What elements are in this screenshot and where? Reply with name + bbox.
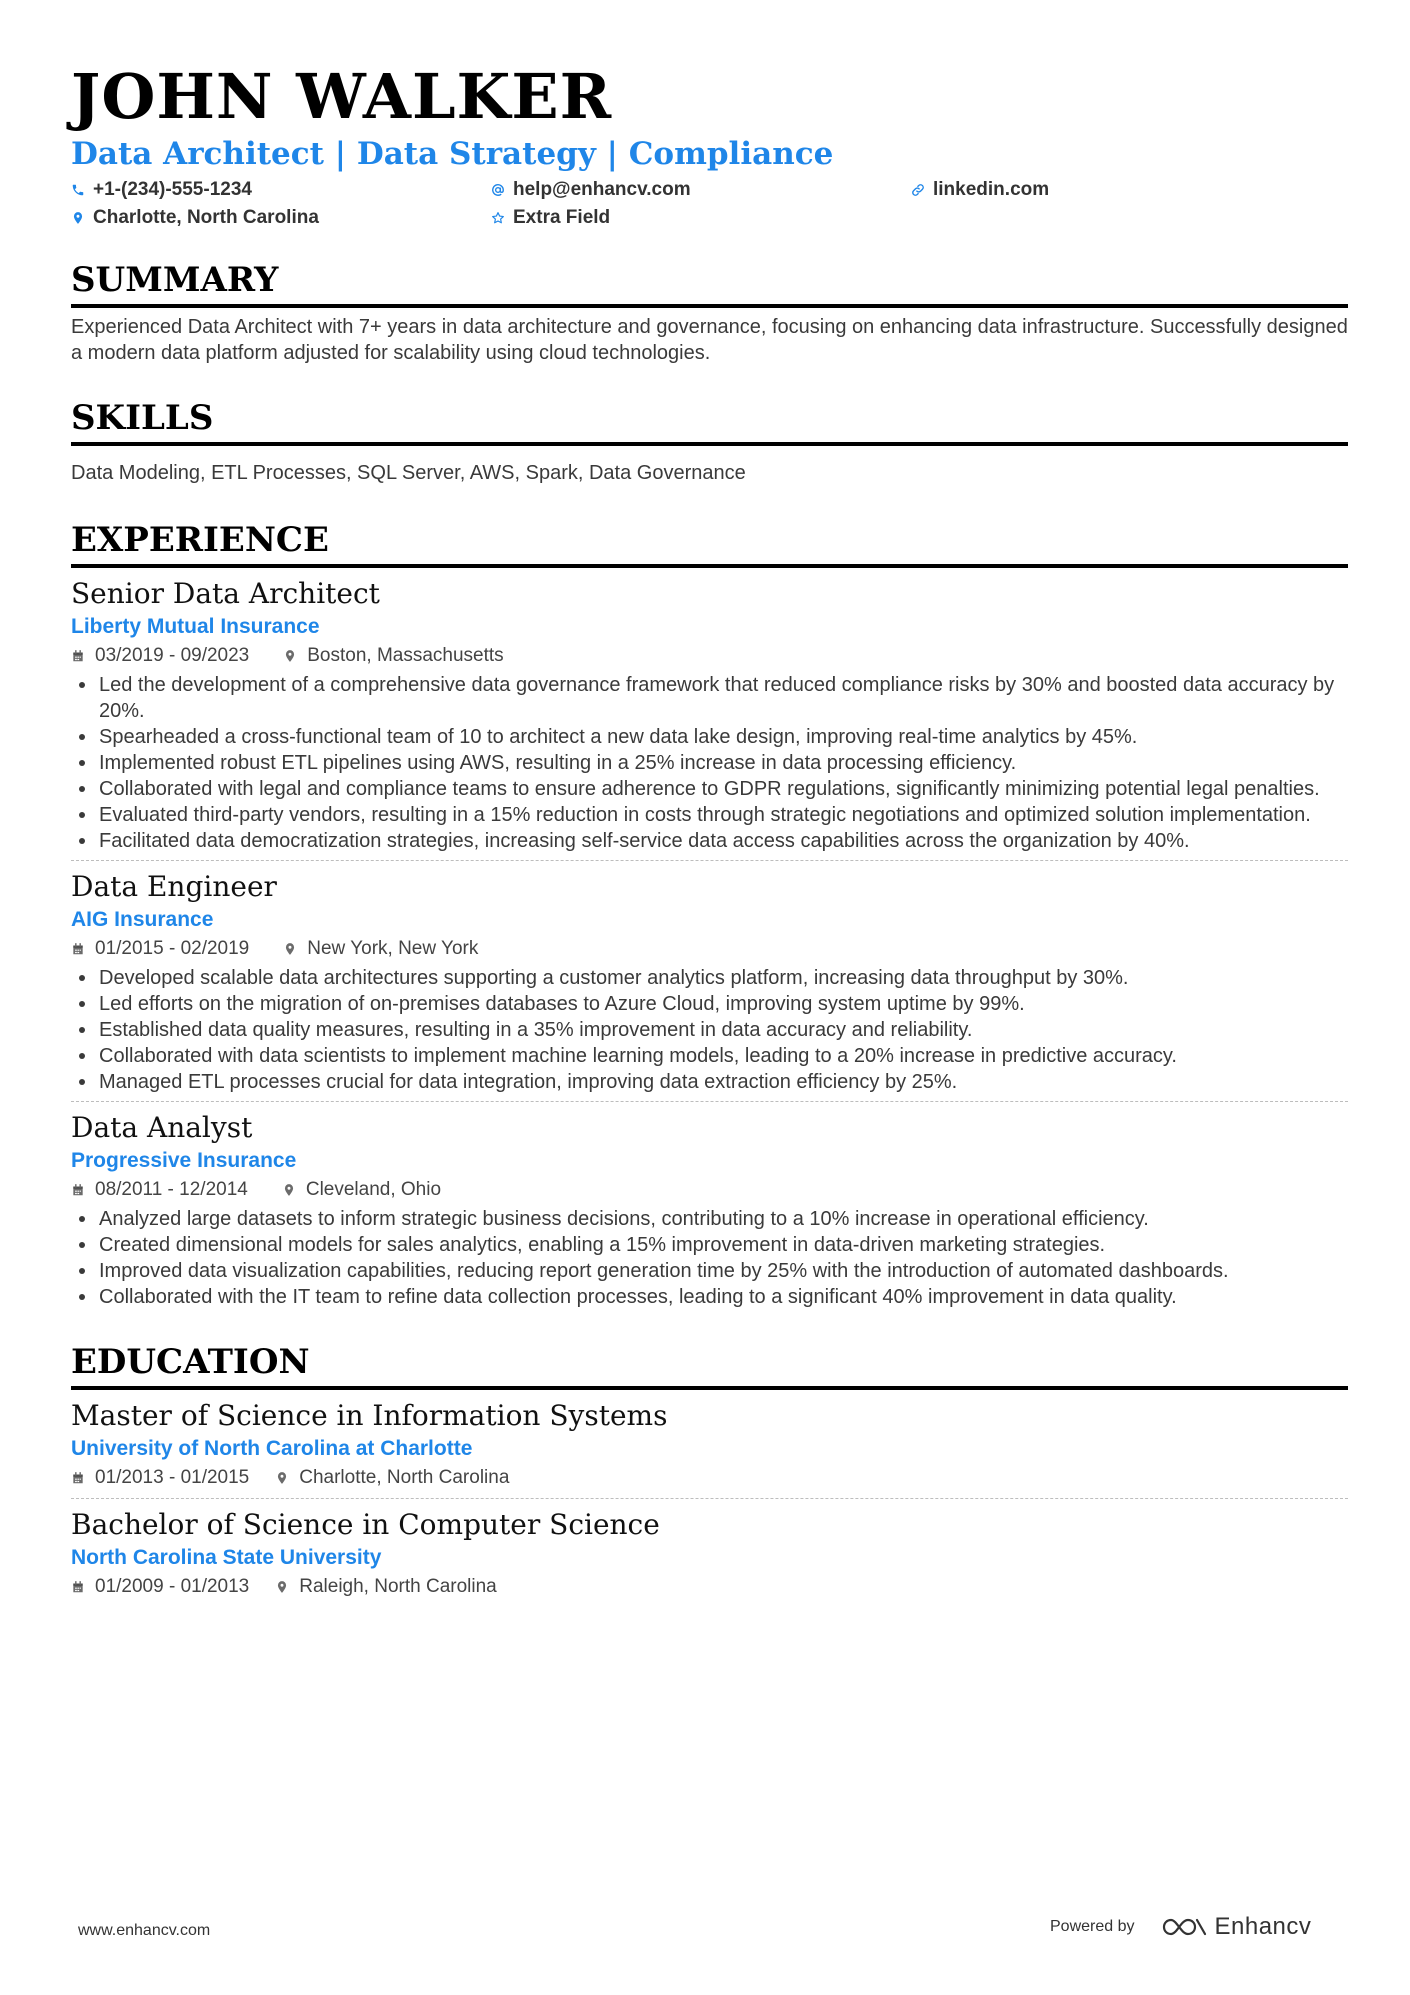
link-icon	[911, 183, 925, 197]
education-location: Charlotte, North Carolina	[299, 1467, 510, 1488]
bullet-item: Evaluated third-party vendors, resulting in a 15% reduction in costs through strategic negotiations and optimized solution implementation.	[99, 802, 1348, 828]
email-text: help@enhancv.com	[513, 179, 691, 200]
extra-text: Extra Field	[513, 207, 611, 228]
company-name: Liberty Mutual Insurance	[71, 615, 320, 638]
summary-section	[71, 258, 1348, 366]
bullet-item: Collaborated with legal and compliance teams to ensure adherence to GDPR regulations, significantly minimizing potential legal penalties.	[99, 776, 1348, 802]
section-divider	[71, 304, 1348, 308]
at-icon	[491, 183, 505, 197]
experience-entry	[71, 869, 1348, 1102]
star-icon	[491, 211, 505, 225]
section-title-education: EDUCATION	[71, 1342, 310, 1382]
job-dates: 03/2019 - 09/2023	[95, 645, 250, 666]
candidate-headline: Data Architect | Data Strategy | Compliance	[71, 136, 834, 172]
section-title-skills: SKILLS	[71, 398, 214, 438]
job-meta	[71, 642, 1348, 670]
education-section	[71, 1340, 1348, 1601]
bullet-item: Collaborated with the IT team to refine data collection processes, leading to a significant 40% improvement in data quality.	[99, 1284, 1348, 1310]
location-pin-icon	[283, 942, 297, 956]
degree-title: Master of Science in Information Systems	[71, 1399, 668, 1432]
contact-email[interactable]	[491, 178, 911, 202]
job-dates: 08/2011 - 12/2014	[95, 1179, 248, 1200]
calendar-icon	[71, 649, 85, 663]
powered-by-text: Powered by	[1050, 1918, 1135, 1935]
calendar-icon	[71, 1580, 85, 1594]
job-title: Data Engineer	[71, 870, 277, 903]
experience-section	[71, 518, 1348, 1310]
school-name: North Carolina State University	[71, 1546, 382, 1569]
footer-branding	[1050, 1913, 1311, 1941]
job-location: New York, New York	[307, 938, 479, 959]
calendar-icon	[71, 942, 85, 956]
skills-text: Data Modeling, ETL Processes, SQL Server, AWS, Spark, Data Governance	[71, 462, 746, 484]
bullet-item: Managed ETL processes crucial for data integration, improving data extraction efficiency by 25%.	[99, 1069, 1348, 1095]
job-location: Boston, Massachusetts	[307, 645, 504, 666]
contact-info	[71, 178, 1348, 230]
footer-website[interactable]: www.enhancv.com	[78, 1922, 211, 1939]
bullet-item: Implemented robust ETL pipelines using AWS, resulting in a 25% increase in data processing efficiency.	[99, 750, 1348, 776]
job-meta	[71, 935, 1348, 963]
education-meta	[71, 1464, 1348, 1492]
contact-extra	[491, 206, 911, 230]
job-title: Data Analyst	[71, 1111, 253, 1144]
resume-header	[71, 60, 1348, 230]
contact-phone[interactable]	[71, 178, 491, 202]
entry-divider	[71, 860, 1348, 861]
contact-location	[71, 206, 491, 230]
skills-section	[71, 396, 1348, 486]
bullet-item: Spearheaded a cross-functional team of 10 to architect a new data lake design, improving real-time analytics by 45%.	[99, 724, 1348, 750]
entry-divider	[71, 1498, 1348, 1499]
bullet-item: Facilitated data democratization strategies, increasing self-service data access capabilities across the organization by 40%.	[99, 828, 1348, 854]
resume-page	[71, 60, 1348, 1601]
section-divider	[71, 442, 1348, 446]
section-title-summary: SUMMARY	[71, 260, 279, 300]
phone-text: +1-(234)-555-1234	[93, 179, 252, 200]
job-bullets	[71, 672, 1348, 854]
education-entry	[71, 1398, 1348, 1499]
enhancv-brand-text: Enhancv	[1214, 1913, 1312, 1940]
location-pin-icon	[275, 1471, 289, 1485]
education-entry	[71, 1507, 1348, 1601]
education-dates: 01/2013 - 01/2015	[95, 1467, 250, 1488]
bullet-item: Created dimensional models for sales analytics, enabling a 15% improvement in data-driven marketing strategies.	[99, 1232, 1348, 1258]
bullet-item: Improved data visualization capabilities, reducing report generation time by 25% with the introduction of automated dashboards.	[99, 1258, 1348, 1284]
bullet-item: Analyzed large datasets to inform strategic business decisions, contributing to a 10% increase in operational efficiency.	[99, 1206, 1348, 1232]
job-location: Cleveland, Ohio	[305, 1179, 442, 1200]
section-divider	[71, 1386, 1348, 1390]
bullet-item: Collaborated with data scientists to implement machine learning models, leading to a 20% increase in predictive accuracy.	[99, 1043, 1348, 1069]
location-pin-icon	[71, 211, 85, 225]
company-name: AIG Insurance	[71, 908, 214, 931]
education-meta	[71, 1573, 1348, 1601]
link-text: linkedin.com	[933, 179, 1050, 200]
education-location: Raleigh, North Carolina	[299, 1576, 497, 1597]
job-bullets	[71, 965, 1348, 1095]
company-name: Progressive Insurance	[71, 1149, 297, 1172]
education-dates: 01/2009 - 01/2013	[95, 1576, 250, 1597]
bullet-item: Established data quality measures, resulting in a 35% improvement in data accuracy and reliability.	[99, 1017, 1348, 1043]
bullet-item: Developed scalable data architectures supporting a customer analytics platform, increasing data throughput by 30%.	[99, 965, 1348, 991]
job-title: Senior Data Architect	[71, 577, 380, 610]
job-dates: 01/2015 - 02/2019	[95, 938, 250, 959]
summary-text: Experienced Data Architect with 7+ years in data architecture and governance, focusing on enhancing data infrastructure. Successfully designed a modern data platform adjusted for scalability using cloud technologies.	[71, 316, 1348, 364]
location-text: Charlotte, North Carolina	[93, 207, 319, 228]
job-meta	[71, 1176, 1348, 1204]
location-pin-icon	[275, 1580, 289, 1594]
experience-entry	[71, 1110, 1348, 1310]
location-pin-icon	[282, 1183, 296, 1197]
phone-icon	[71, 183, 85, 197]
section-divider	[71, 564, 1348, 568]
candidate-name: JOHN WALKER	[71, 60, 613, 133]
bullet-item: Led efforts on the migration of on-premises databases to Azure Cloud, improving system uptime by 99%.	[99, 991, 1348, 1017]
degree-title: Bachelor of Science in Computer Science	[71, 1508, 660, 1541]
section-title-experience: EXPERIENCE	[71, 520, 329, 560]
job-bullets	[71, 1206, 1348, 1310]
calendar-icon	[71, 1471, 85, 1485]
contact-link[interactable]	[911, 178, 1211, 202]
calendar-icon	[71, 1183, 85, 1197]
bullet-item: Led the development of a comprehensive data governance framework that reduced compliance risks by 30% and boosted data accuracy by 20%.	[99, 672, 1348, 724]
experience-entry	[71, 576, 1348, 861]
entry-divider	[71, 1101, 1348, 1102]
enhancv-logo-icon	[1161, 1915, 1207, 1939]
school-name: University of North Carolina at Charlotte	[71, 1437, 473, 1460]
location-pin-icon	[283, 649, 297, 663]
